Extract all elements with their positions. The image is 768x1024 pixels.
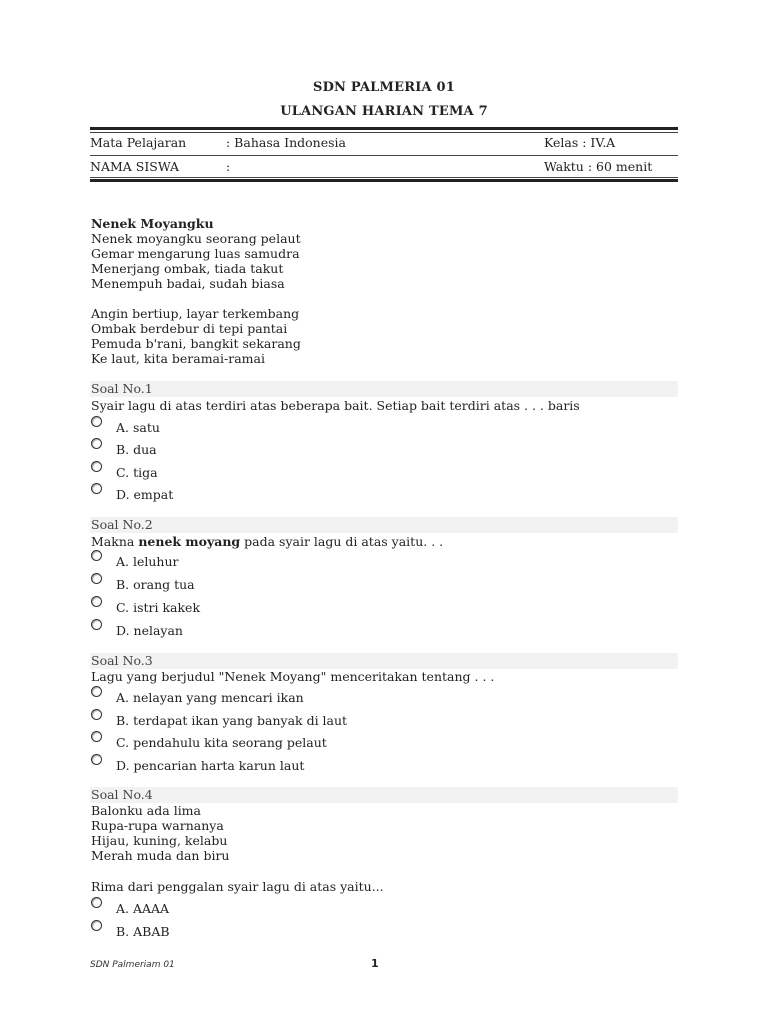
question-4-poem	[91, 803, 229, 863]
song-line: Gemar mengarung luas samudra	[91, 246, 300, 261]
radio-button[interactable]	[91, 920, 102, 931]
radio-button[interactable]	[91, 731, 102, 742]
question-2-text-before: Makna	[91, 534, 139, 549]
option-label: C. istri kakek	[116, 600, 201, 615]
radio-button[interactable]	[91, 897, 102, 908]
radio-button[interactable]	[91, 709, 102, 720]
song-line: Nenek moyangku seorang pelaut	[91, 231, 301, 246]
option-label: A. leluhur	[116, 554, 179, 569]
song-line: Menerjang ombak, tiada takut	[91, 261, 284, 276]
option-label: D. pencarian harta karun laut	[116, 758, 305, 773]
radio-button[interactable]	[91, 619, 102, 630]
poem-line: Hijau, kuning, kelabu	[91, 833, 228, 848]
info-divider	[90, 155, 678, 156]
exam-title: ULANGAN HARIAN TEMA 7	[280, 104, 488, 119]
radio-button[interactable]	[91, 573, 102, 584]
option-label: B. terdapat ikan yang banyak di laut	[116, 713, 348, 728]
question-4-header: Soal No.4	[90, 787, 678, 803]
song-line: Pemuda b'rani, bangkit sekarang	[91, 336, 301, 351]
class-value: Kelas : IV.A	[544, 135, 616, 150]
subject-value: : Bahasa Indonesia	[226, 135, 346, 150]
time-value: Waktu : 60 menit	[544, 159, 653, 174]
page-number: 1	[371, 957, 379, 970]
option-label: D. empat	[116, 487, 174, 502]
school-name: SDN PALMERIA 01	[312, 80, 455, 95]
song-line: Ke laut, kita beramai-ramai	[91, 351, 265, 366]
question-3-text: Lagu yang berjudul "Nenek Moyang" menceritakan tentang . . .	[91, 669, 495, 684]
radio-button[interactable]	[91, 596, 102, 607]
radio-button[interactable]	[91, 416, 102, 427]
song-line: Angin bertiup, layar terkembang	[91, 306, 300, 321]
poem-line: Merah muda dan biru	[91, 848, 230, 863]
option-label: A. satu	[116, 420, 160, 435]
student-name-value[interactable]: :	[226, 159, 231, 174]
subject-label: Mata Pelajaran	[90, 135, 187, 150]
radio-button[interactable]	[91, 438, 102, 449]
option-label: C. tiga	[116, 465, 158, 480]
question-3-header: Soal No.3	[90, 653, 678, 669]
option-label: A. AAAA	[116, 901, 170, 916]
info-row-student	[90, 159, 678, 177]
question-2-text	[91, 534, 443, 549]
option-label: C. pendahulu kita seorang pelaut	[116, 735, 327, 750]
header-rule-bottom	[90, 179, 678, 182]
option-label: A. nelayan yang mencari ikan	[116, 690, 304, 705]
option-label: B. dua	[116, 442, 157, 457]
header-rule-top-thin	[90, 132, 678, 133]
poem-line: Rupa-rupa warnanya	[91, 818, 224, 833]
song-title: Nenek Moyangku	[91, 216, 214, 231]
question-4-text: Rima dari penggalan syair lagu di atas yaitu...	[91, 879, 384, 894]
radio-button[interactable]	[91, 550, 102, 561]
song-stanza-2	[91, 306, 301, 366]
option-label: D. nelayan	[116, 623, 183, 638]
option-label: B. ABAB	[116, 924, 170, 939]
question-2-text-after: pada syair lagu di atas yaitu. . .	[240, 534, 444, 549]
header-rule-top	[90, 127, 678, 130]
header-rule-bottom-thin	[90, 177, 678, 178]
option-label: B. orang tua	[116, 577, 195, 592]
song-line: Menempuh badai, sudah biasa	[91, 276, 285, 291]
song-passage	[91, 216, 301, 291]
question-2-header: Soal No.2	[90, 517, 678, 533]
radio-button[interactable]	[91, 754, 102, 765]
radio-button[interactable]	[91, 483, 102, 494]
student-name-label: NAMA SISWA	[90, 159, 180, 174]
radio-button[interactable]	[91, 686, 102, 697]
footer-school-name: SDN Palmeriam 01	[90, 960, 175, 970]
question-2-text-bold: nenek moyang	[138, 534, 241, 549]
song-line: Ombak berdebur di tepi pantai	[91, 321, 288, 336]
question-1-text: Syair lagu di atas terdiri atas beberapa bait. Setiap bait terdiri atas . . . baris	[91, 398, 580, 413]
question-1-header: Soal No.1	[90, 381, 678, 397]
poem-line: Balonku ada lima	[91, 803, 201, 818]
info-row-subject	[90, 135, 678, 153]
radio-button[interactable]	[91, 461, 102, 472]
